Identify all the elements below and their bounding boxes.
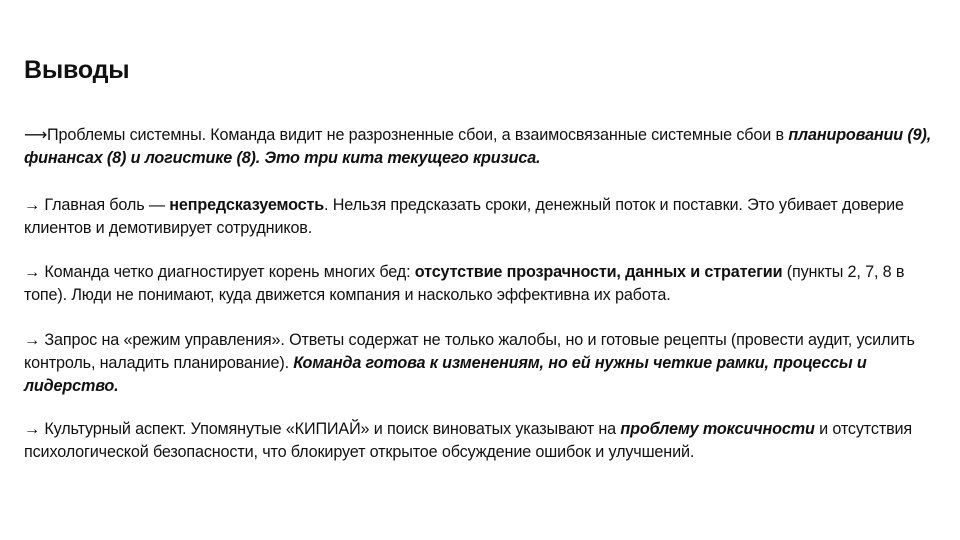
conclusion-emphasis: проблему токсичности <box>620 420 815 438</box>
conclusion-emphasis: отсутствие прозрачности, данных и стратегии <box>414 263 783 281</box>
conclusion-text: и отсутствия психологической безопасности, что блокирует открытое обсуждение ошибок и улучшений. <box>24 420 913 461</box>
slide-title: Выводы <box>24 56 130 84</box>
conclusion-emphasis: непредсказуемость <box>169 196 325 214</box>
conclusion-text: ⟶Проблемы системны. Команда видит не разрозненные сбои, а взаимосвязанные системные сбои в <box>24 126 789 144</box>
conclusion-text: → Команда четко диагностирует корень многих бед: <box>24 263 415 281</box>
conclusion-systemic-failures <box>24 124 939 170</box>
conclusion-text: (пункты 2, 7, 8 в топе). Люди не понимают, куда движется компания и насколько эффективна их работа. <box>24 263 905 304</box>
conclusion-emphasis: планировании (9), финансах (8) и логистике (8). Это три кита текущего кризиса. <box>24 126 932 167</box>
conclusion-culture <box>24 418 939 464</box>
conclusion-text: → Культурный аспект. Упомянутые «КИПИАЙ» и поиск виноватых указывают на <box>24 420 621 438</box>
conclusion-text: → Запрос на «режим управления». Ответы содержат не только жалобы, но и готовые рецепты (провести аудит, усилить контроль, наладить планирование). <box>24 331 915 372</box>
conclusion-text: . Нельзя предсказать сроки, денежный поток и поставки. Это убивает доверие клиентов и демотивирует сотрудников. <box>24 196 904 237</box>
conclusion-management-request <box>24 329 939 398</box>
conclusion-unpredictability <box>24 194 939 240</box>
conclusion-transparency <box>24 261 939 307</box>
conclusion-emphasis: Команда готова к изменениям, но ей нужны четкие рамки, процессы и лидерство. <box>24 354 867 395</box>
conclusion-text: → Главная боль — <box>24 196 170 214</box>
